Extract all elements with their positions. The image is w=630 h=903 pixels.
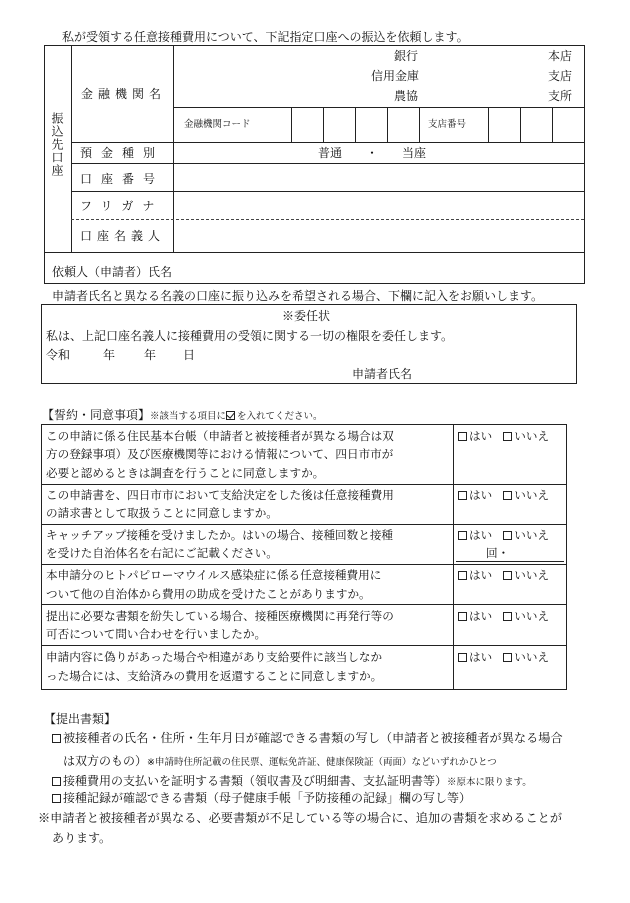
delegation-note: 申請者氏名と異なる名義の口座に振り込みを希望される場合、下欄に記入をお願いします。 (52, 289, 544, 303)
delegation-signer-label: 申請者氏名 (352, 367, 413, 381)
account-number-label: 口座番号 (80, 172, 165, 186)
pledge-item-3-line-1: キャッチアップ接種を受けましたか。はいの場合、接種回数と接種 (46, 528, 394, 542)
documents-heading: 【提出書類】 (44, 712, 117, 726)
suffix-honten: 本店 (548, 49, 573, 63)
yes-checkbox-icon[interactable] (458, 432, 467, 441)
institution-code-label: 金融機関コード (184, 119, 251, 130)
pledge-item-4-line-1: 本申請分のヒトパピローマウイルス感染症に係る任意接種費用に (46, 568, 382, 582)
pledge-item-6-line-1: 申請内容に偽りがあった場合や相違があり支給要件に該当しなか (46, 650, 383, 664)
deposit-type-label: 預金種別 (80, 146, 165, 160)
pledge-item-1-line-3: 必要と認めるときは調査を行うことに同意しますか。 (46, 466, 325, 480)
delegation-date-year: 年 (103, 348, 116, 362)
pledge-item-4-options[interactable]: はい いいえ (458, 567, 549, 584)
account-number-field[interactable] (174, 164, 584, 190)
pledge-item-2-line-1: この申請書を、四日市市において支給決定をした後は任意接種費用 (46, 488, 394, 502)
pledge-item-2-options[interactable]: はい いいえ (458, 487, 549, 504)
document-item-1-cont: は双方のもの）※申請時住所記載の住民票、運転免許証、健康保険証（両面）などいずれかひとつ (63, 754, 497, 768)
pledge-item-6-line-2: った場合には、支給済みの費用を返還することに同意しますか。 (46, 669, 383, 683)
checkmark-example-icon (226, 411, 235, 420)
pledge-item-3-line-2: を受けた自治体名を右記にご記載ください。 (46, 546, 278, 560)
suffix-bank: 銀行 (394, 49, 419, 63)
suffix-shinkin: 信用金庫 (371, 69, 420, 83)
intro-text: 私が受領する任意接種費用について、下記指定口座への振込を依頼します。 (62, 30, 469, 44)
institution-name-label: 金融機関名 (81, 87, 167, 101)
requester-name-field[interactable] (200, 254, 580, 282)
pledge-item-3-options[interactable]: はい いいえ (458, 527, 549, 544)
account-holder-field[interactable] (174, 220, 584, 251)
delegation-date-month: 年 (144, 348, 157, 362)
branch-number-cells[interactable] (489, 108, 583, 141)
pledge-item-4-line-2: ついて他の自治体から費用の助成を受けたことがありますか。 (46, 587, 371, 601)
suffix-nokyo: 農協 (394, 89, 419, 103)
pledge-item-1-options[interactable]: はい いいえ (458, 428, 549, 445)
pledge-item-5-line-1: 提出に必要な書類を紛失している場合、接種医療機関に再発行等の (46, 609, 394, 623)
account-holder-label: 口座名義人 (80, 229, 166, 243)
yes-checkbox-icon[interactable] (458, 531, 467, 540)
delegation-date-era: 令和 (46, 348, 71, 362)
yes-checkbox-icon[interactable] (458, 491, 467, 500)
pledge-item-6-options[interactable]: はい いいえ (458, 649, 549, 666)
no-checkbox-icon[interactable] (503, 531, 512, 540)
document-1-checkbox-icon[interactable] (52, 734, 61, 743)
document-item-2[interactable]: 接種費用の支払いを証明する書類（領収書及び明細書、支払証明書等）※原本に限ります。 (52, 770, 532, 790)
pledge-item-5-line-2: 可否について問い合わせを行いましたか。 (46, 627, 267, 641)
delegation-date-day: 日 (183, 348, 196, 362)
suffix-shisho: 支所 (548, 89, 573, 103)
pledge-item-2-line-2: の請求書として取扱うことに同意しますか。 (46, 506, 278, 520)
document-3-checkbox-icon[interactable] (52, 794, 61, 803)
pledge-item-1-line-2: 方の登録事項）及び医療機関等における情報について、四日市市が (46, 447, 394, 461)
catchup-count-field[interactable]: 回・ (486, 546, 510, 560)
pledge-item-1-line-1: この申請に係る住民基本台帳（申請者と被接種者が異なる場合は双 (46, 429, 394, 443)
yes-checkbox-icon[interactable] (458, 612, 467, 621)
deposit-type-options[interactable]: 普通 ・ 当座 (318, 146, 427, 160)
pledge-heading: 【誓約・同意事項】※該当する項目に を入れてください。 (42, 408, 323, 422)
bank-section-label: 振込先口座 (50, 112, 64, 177)
yes-checkbox-icon[interactable] (458, 571, 467, 580)
suffix-shiten: 支店 (548, 69, 573, 83)
documents-note-line-1: ※申請者と被接種者が異なる、必要書類が不足している等の場合に、追加の書類を求めることが (38, 811, 563, 825)
documents-note-line-2: あります。 (52, 831, 112, 845)
document-2-checkbox-icon[interactable] (52, 777, 61, 786)
no-checkbox-icon[interactable] (503, 491, 512, 500)
yes-checkbox-icon[interactable] (458, 653, 467, 662)
no-checkbox-icon[interactable] (503, 432, 512, 441)
no-checkbox-icon[interactable] (503, 653, 512, 662)
furigana-field[interactable] (174, 192, 584, 218)
branch-number-label: 支店番号 (428, 119, 467, 130)
document-item-3[interactable]: 接種記録が確認できる書類（母子健康手帳「予防接種の記録」欄の写し等） (52, 790, 471, 806)
delegation-title: ※委任状 (282, 309, 331, 323)
document-item-1[interactable]: 被接種者の氏名・住所・生年月日が確認できる書類の写し（申請者と被接種者が異なる場合 (52, 730, 563, 746)
pledge-item-5-options[interactable]: はい いいえ (458, 608, 549, 625)
requester-name-label: 依頼人（申請者）氏名 (52, 265, 173, 279)
delegation-body: 私は、上記口座名義人に接種費用の受領に関する一切の権限を委任します。 (46, 329, 454, 343)
no-checkbox-icon[interactable] (503, 612, 512, 621)
no-checkbox-icon[interactable] (503, 571, 512, 580)
furigana-label: フリガナ (80, 199, 164, 213)
institution-code-cells[interactable] (292, 108, 418, 141)
